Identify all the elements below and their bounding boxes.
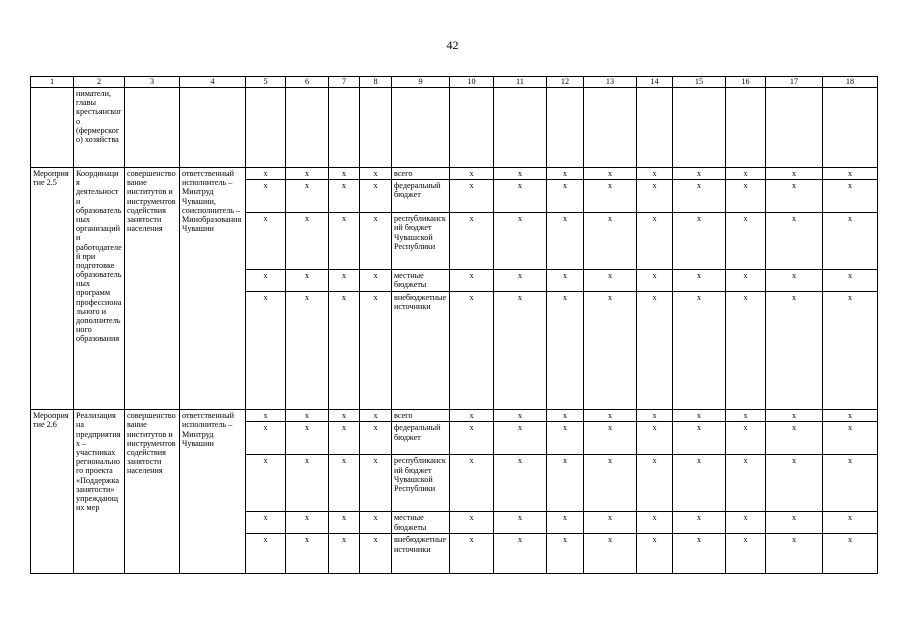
event-executor: ответственный исполнитель – Минтруд Чувашии bbox=[180, 410, 246, 574]
value-cell: x bbox=[246, 180, 286, 213]
page-number: 42 bbox=[446, 38, 459, 52]
value-cell: x bbox=[547, 180, 584, 213]
value-cell: x bbox=[360, 455, 392, 512]
column-number-header: 18 bbox=[823, 77, 878, 88]
value-cell: x bbox=[584, 292, 637, 410]
funding-source: внебюджетные источники bbox=[392, 292, 450, 410]
column-number-header: 2 bbox=[74, 77, 125, 88]
value-cell: x bbox=[547, 422, 584, 455]
value-cell: x bbox=[450, 168, 494, 180]
empty-cell bbox=[125, 88, 180, 168]
value-cell: x bbox=[547, 168, 584, 180]
value-cell: x bbox=[637, 534, 673, 574]
value-cell: x bbox=[766, 168, 823, 180]
value-cell: x bbox=[766, 410, 823, 422]
value-cell: x bbox=[329, 213, 360, 270]
empty-cell bbox=[766, 88, 823, 168]
value-cell: x bbox=[823, 180, 878, 213]
value-cell: x bbox=[494, 180, 547, 213]
value-cell: x bbox=[584, 512, 637, 534]
value-cell: x bbox=[360, 534, 392, 574]
value-cell: x bbox=[637, 180, 673, 213]
value-cell: x bbox=[823, 455, 878, 512]
empty-cell bbox=[673, 88, 726, 168]
value-cell: x bbox=[823, 168, 878, 180]
column-number-header: 1 bbox=[31, 77, 74, 88]
header-row bbox=[31, 77, 878, 88]
column-number-header: 8 bbox=[360, 77, 392, 88]
value-cell: x bbox=[584, 534, 637, 574]
empty-cell bbox=[823, 88, 878, 168]
value-cell: x bbox=[584, 410, 637, 422]
value-cell: x bbox=[673, 422, 726, 455]
column-number-header: 3 bbox=[125, 77, 180, 88]
value-cell: x bbox=[494, 512, 547, 534]
value-cell: x bbox=[286, 422, 329, 455]
empty-cell bbox=[637, 88, 673, 168]
event-executor: ответственный исполнитель – Минтруд Чувашии, соисполнитель – Минобразования Чувашии bbox=[180, 168, 246, 410]
value-cell: x bbox=[286, 410, 329, 422]
empty-cell bbox=[547, 88, 584, 168]
funding-source: местные бюджеты bbox=[392, 512, 450, 534]
column-number-header: 14 bbox=[637, 77, 673, 88]
value-cell: x bbox=[673, 292, 726, 410]
value-cell: x bbox=[246, 534, 286, 574]
value-cell: x bbox=[329, 455, 360, 512]
value-cell: x bbox=[637, 410, 673, 422]
value-cell: x bbox=[584, 455, 637, 512]
value-cell: x bbox=[450, 292, 494, 410]
value-cell: x bbox=[450, 512, 494, 534]
table-body bbox=[31, 88, 878, 574]
column-number-header: 7 bbox=[329, 77, 360, 88]
value-cell: x bbox=[547, 292, 584, 410]
value-cell: x bbox=[547, 410, 584, 422]
event-name: Координация деятельности образовательных организаций и работодателей при подготовке образовательных программ профессионального и дополнительного образования bbox=[74, 168, 125, 410]
value-cell: x bbox=[286, 292, 329, 410]
value-cell: x bbox=[726, 270, 766, 292]
value-cell: x bbox=[360, 270, 392, 292]
empty-cell bbox=[584, 88, 637, 168]
value-cell: x bbox=[360, 292, 392, 410]
value-cell: x bbox=[766, 455, 823, 512]
program-table bbox=[30, 76, 878, 574]
event-name: Реализация на предприятиях – участниках регионального проекта «Поддержка занятости» упреждающих мер bbox=[74, 410, 125, 574]
value-cell: x bbox=[584, 422, 637, 455]
value-cell: x bbox=[547, 534, 584, 574]
column-number-header: 15 bbox=[673, 77, 726, 88]
column-number-header: 13 bbox=[584, 77, 637, 88]
value-cell: x bbox=[286, 168, 329, 180]
value-cell: x bbox=[360, 512, 392, 534]
value-cell: x bbox=[766, 512, 823, 534]
value-cell: x bbox=[766, 422, 823, 455]
funding-source: республиканский бюджет Чувашской Республики bbox=[392, 455, 450, 512]
value-cell: x bbox=[494, 168, 547, 180]
value-cell: x bbox=[673, 213, 726, 270]
empty-cell bbox=[286, 88, 329, 168]
value-cell: x bbox=[823, 534, 878, 574]
value-cell: x bbox=[246, 168, 286, 180]
value-cell: x bbox=[823, 292, 878, 410]
empty-cell bbox=[494, 88, 547, 168]
value-cell: x bbox=[726, 422, 766, 455]
value-cell: x bbox=[584, 168, 637, 180]
value-cell: x bbox=[286, 213, 329, 270]
column-number-header: 4 bbox=[180, 77, 246, 88]
value-cell: x bbox=[360, 168, 392, 180]
value-cell: x bbox=[584, 213, 637, 270]
column-number-header: 5 bbox=[246, 77, 286, 88]
value-cell: x bbox=[494, 422, 547, 455]
value-cell: x bbox=[494, 213, 547, 270]
value-cell: x bbox=[726, 534, 766, 574]
funding-source: федеральный бюджет bbox=[392, 422, 450, 455]
value-cell: x bbox=[584, 270, 637, 292]
value-cell: x bbox=[246, 270, 286, 292]
empty-cell bbox=[726, 88, 766, 168]
value-cell: x bbox=[246, 213, 286, 270]
event-measure: совершенствование институтов и инструментов содействия занятости населения bbox=[125, 410, 180, 574]
value-cell: x bbox=[726, 213, 766, 270]
value-cell: x bbox=[726, 180, 766, 213]
value-cell: x bbox=[673, 168, 726, 180]
value-cell: x bbox=[246, 292, 286, 410]
funding-source: всего bbox=[392, 168, 450, 180]
value-cell: x bbox=[494, 270, 547, 292]
value-cell: x bbox=[547, 213, 584, 270]
event-label: Мероприятие 2.5 bbox=[31, 168, 74, 410]
value-cell: x bbox=[637, 292, 673, 410]
value-cell: x bbox=[547, 270, 584, 292]
value-cell: x bbox=[360, 180, 392, 213]
value-cell: x bbox=[286, 455, 329, 512]
value-cell: x bbox=[726, 512, 766, 534]
value-cell: x bbox=[286, 180, 329, 213]
value-cell: x bbox=[584, 180, 637, 213]
column-number-header: 10 bbox=[450, 77, 494, 88]
value-cell: x bbox=[637, 168, 673, 180]
value-cell: x bbox=[726, 168, 766, 180]
column-number-header: 9 bbox=[392, 77, 450, 88]
value-cell: x bbox=[329, 270, 360, 292]
value-cell: x bbox=[246, 410, 286, 422]
value-cell: x bbox=[823, 512, 878, 534]
value-cell: x bbox=[360, 410, 392, 422]
value-cell: x bbox=[823, 410, 878, 422]
value-cell: x bbox=[673, 534, 726, 574]
value-cell: x bbox=[360, 213, 392, 270]
value-cell: x bbox=[286, 512, 329, 534]
continuation-participant-text: ниматели, главы крестьянского (фермерского) хозяйства bbox=[74, 88, 125, 168]
value-cell: x bbox=[823, 270, 878, 292]
value-cell: x bbox=[246, 422, 286, 455]
value-cell: x bbox=[637, 213, 673, 270]
value-cell: x bbox=[726, 410, 766, 422]
value-cell: x bbox=[494, 410, 547, 422]
table-header bbox=[31, 77, 878, 88]
value-cell: x bbox=[673, 180, 726, 213]
value-cell: x bbox=[450, 270, 494, 292]
value-cell: x bbox=[360, 422, 392, 455]
value-cell: x bbox=[450, 180, 494, 213]
value-cell: x bbox=[726, 455, 766, 512]
value-cell: x bbox=[246, 512, 286, 534]
value-cell: x bbox=[766, 213, 823, 270]
value-cell: x bbox=[286, 270, 329, 292]
column-number-header: 16 bbox=[726, 77, 766, 88]
funding-source: местные бюджеты bbox=[392, 270, 450, 292]
column-number-header: 12 bbox=[547, 77, 584, 88]
funding-source: внебюджетные источники bbox=[392, 534, 450, 574]
event-label: Мероприятие 2.6 bbox=[31, 410, 74, 574]
value-cell: x bbox=[673, 512, 726, 534]
funding-source: всего bbox=[392, 410, 450, 422]
value-cell: x bbox=[766, 534, 823, 574]
funding-row bbox=[31, 410, 878, 422]
empty-cell bbox=[450, 88, 494, 168]
value-cell: x bbox=[637, 422, 673, 455]
value-cell: x bbox=[823, 213, 878, 270]
empty-cell bbox=[31, 88, 74, 168]
funding-source: федеральный бюджет bbox=[392, 180, 450, 213]
value-cell: x bbox=[494, 455, 547, 512]
empty-cell bbox=[360, 88, 392, 168]
value-cell: x bbox=[329, 292, 360, 410]
value-cell: x bbox=[494, 292, 547, 410]
value-cell: x bbox=[329, 168, 360, 180]
funding-source: республиканский бюджет Чувашской Республики bbox=[392, 213, 450, 270]
value-cell: x bbox=[547, 512, 584, 534]
value-cell: x bbox=[637, 455, 673, 512]
value-cell: x bbox=[823, 422, 878, 455]
value-cell: x bbox=[329, 534, 360, 574]
empty-cell bbox=[180, 88, 246, 168]
value-cell: x bbox=[494, 534, 547, 574]
value-cell: x bbox=[329, 512, 360, 534]
value-cell: x bbox=[673, 410, 726, 422]
value-cell: x bbox=[637, 270, 673, 292]
value-cell: x bbox=[450, 422, 494, 455]
empty-cell bbox=[392, 88, 450, 168]
value-cell: x bbox=[766, 180, 823, 213]
value-cell: x bbox=[450, 455, 494, 512]
value-cell: x bbox=[726, 292, 766, 410]
value-cell: x bbox=[286, 534, 329, 574]
value-cell: x bbox=[450, 534, 494, 574]
column-number-header: 17 bbox=[766, 77, 823, 88]
empty-cell bbox=[329, 88, 360, 168]
event-measure: совершенствование институтов и инструментов содействия занятости населения bbox=[125, 168, 180, 410]
value-cell: x bbox=[329, 180, 360, 213]
funding-row bbox=[31, 168, 878, 180]
column-number-header: 11 bbox=[494, 77, 547, 88]
value-cell: x bbox=[246, 455, 286, 512]
value-cell: x bbox=[450, 410, 494, 422]
value-cell: x bbox=[673, 455, 726, 512]
value-cell: x bbox=[673, 270, 726, 292]
empty-cell bbox=[246, 88, 286, 168]
column-number-header: 6 bbox=[286, 77, 329, 88]
value-cell: x bbox=[329, 410, 360, 422]
value-cell: x bbox=[766, 270, 823, 292]
value-cell: x bbox=[766, 292, 823, 410]
value-cell: x bbox=[329, 422, 360, 455]
continuation-row bbox=[31, 88, 878, 168]
value-cell: x bbox=[637, 512, 673, 534]
value-cell: x bbox=[450, 213, 494, 270]
value-cell: x bbox=[547, 455, 584, 512]
